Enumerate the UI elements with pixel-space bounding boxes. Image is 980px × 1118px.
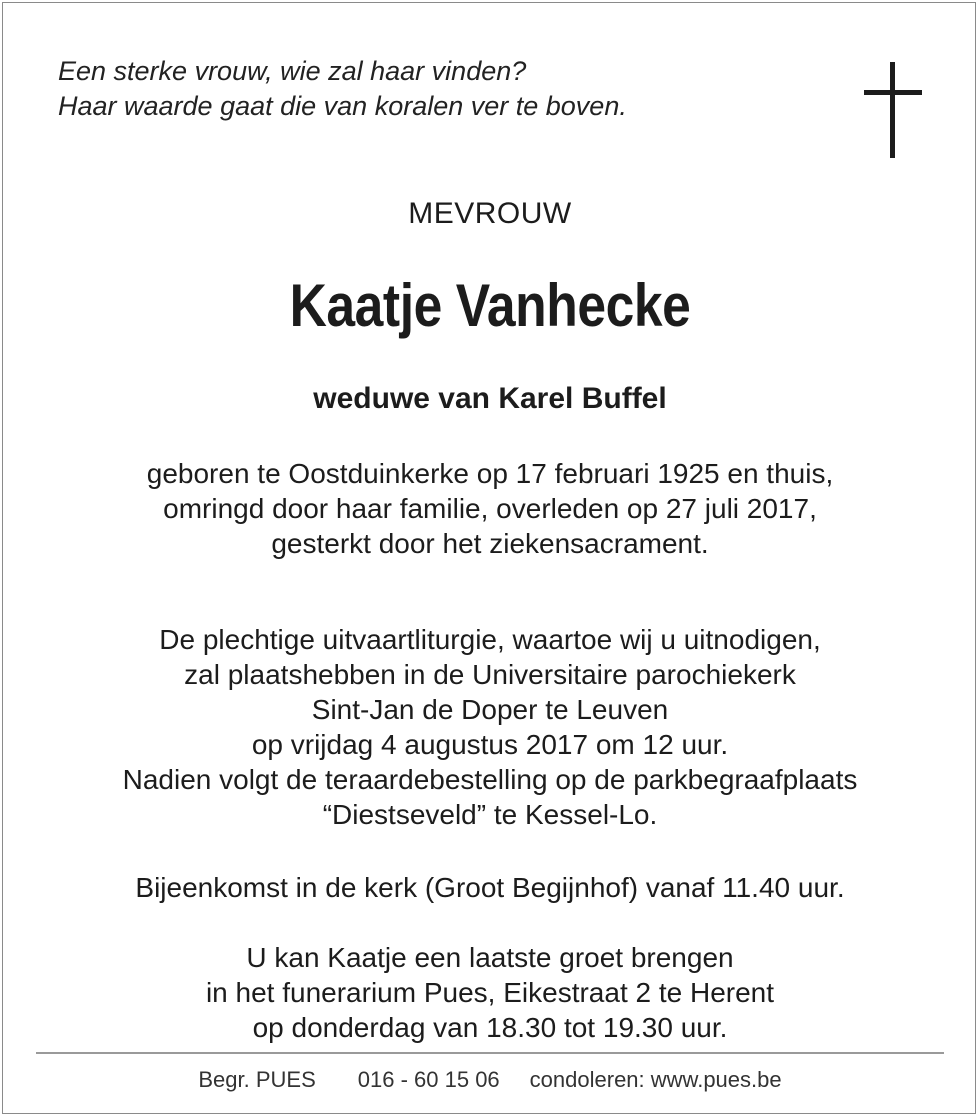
visitation-paragraph xyxy=(0,940,980,1045)
paragraph-line: op donderdag van 18.30 tot 19.30 uur. xyxy=(252,1012,728,1043)
paragraph-line: geboren te Oostduinkerke op 17 februari 1925 en thuis, xyxy=(146,458,834,489)
undertaker-name: Begr. PUES xyxy=(198,1067,316,1092)
paragraph-line: op vrijdag 4 augustus 2017 om 12 uur. xyxy=(251,729,729,760)
honorific-title: MEVROUW xyxy=(408,197,572,230)
paragraph-line: U kan Kaatje een laatste groet brengen xyxy=(246,942,734,973)
footer-divider xyxy=(36,1052,944,1054)
latin-cross-icon xyxy=(864,62,922,158)
paragraph-line: gesterkt door het ziekensacrament. xyxy=(271,528,709,559)
widow-of-line: weduwe van Karel Buffel xyxy=(313,382,667,415)
footer xyxy=(0,1066,980,1094)
funeral-paragraph xyxy=(0,622,980,832)
undertaker-phone: 016 - 60 15 06 xyxy=(357,1067,500,1092)
paragraph-line: De plechtige uitvaartliturgie, waartoe wij u uitnodigen, xyxy=(159,624,821,655)
condolences-link[interactable]: condoleren: www.pues.be xyxy=(529,1067,782,1092)
paragraph-line: Sint-Jan de Doper te Leuven xyxy=(311,694,669,725)
paragraph-line: “Diestseveld” te Kessel-Lo. xyxy=(322,799,658,830)
bible-quote xyxy=(58,54,627,124)
paragraph-line: omringd door haar familie, overleden op 27 juli 2017, xyxy=(163,493,817,524)
quote-line: Een sterke vrouw, wie zal haar vinden? xyxy=(58,56,527,86)
deceased-name: Kaatje Vanhecke xyxy=(289,272,691,339)
birth-death-paragraph xyxy=(0,456,980,561)
paragraph-line: zal plaatshebben in de Universitaire parochiekerk xyxy=(184,659,796,690)
paragraph-line: Bijeenkomst in de kerk (Groot Begijnhof) vanaf 11.40 uur. xyxy=(135,872,845,903)
paragraph-line: in het funerarium Pues, Eikestraat 2 te Herent xyxy=(205,977,775,1008)
paragraph-line: Nadien volgt de teraardebestelling op de parkbegraafplaats xyxy=(122,764,858,795)
quote-line: Haar waarde gaat die van koralen ver te boven. xyxy=(58,91,627,121)
gathering-paragraph xyxy=(0,870,980,905)
